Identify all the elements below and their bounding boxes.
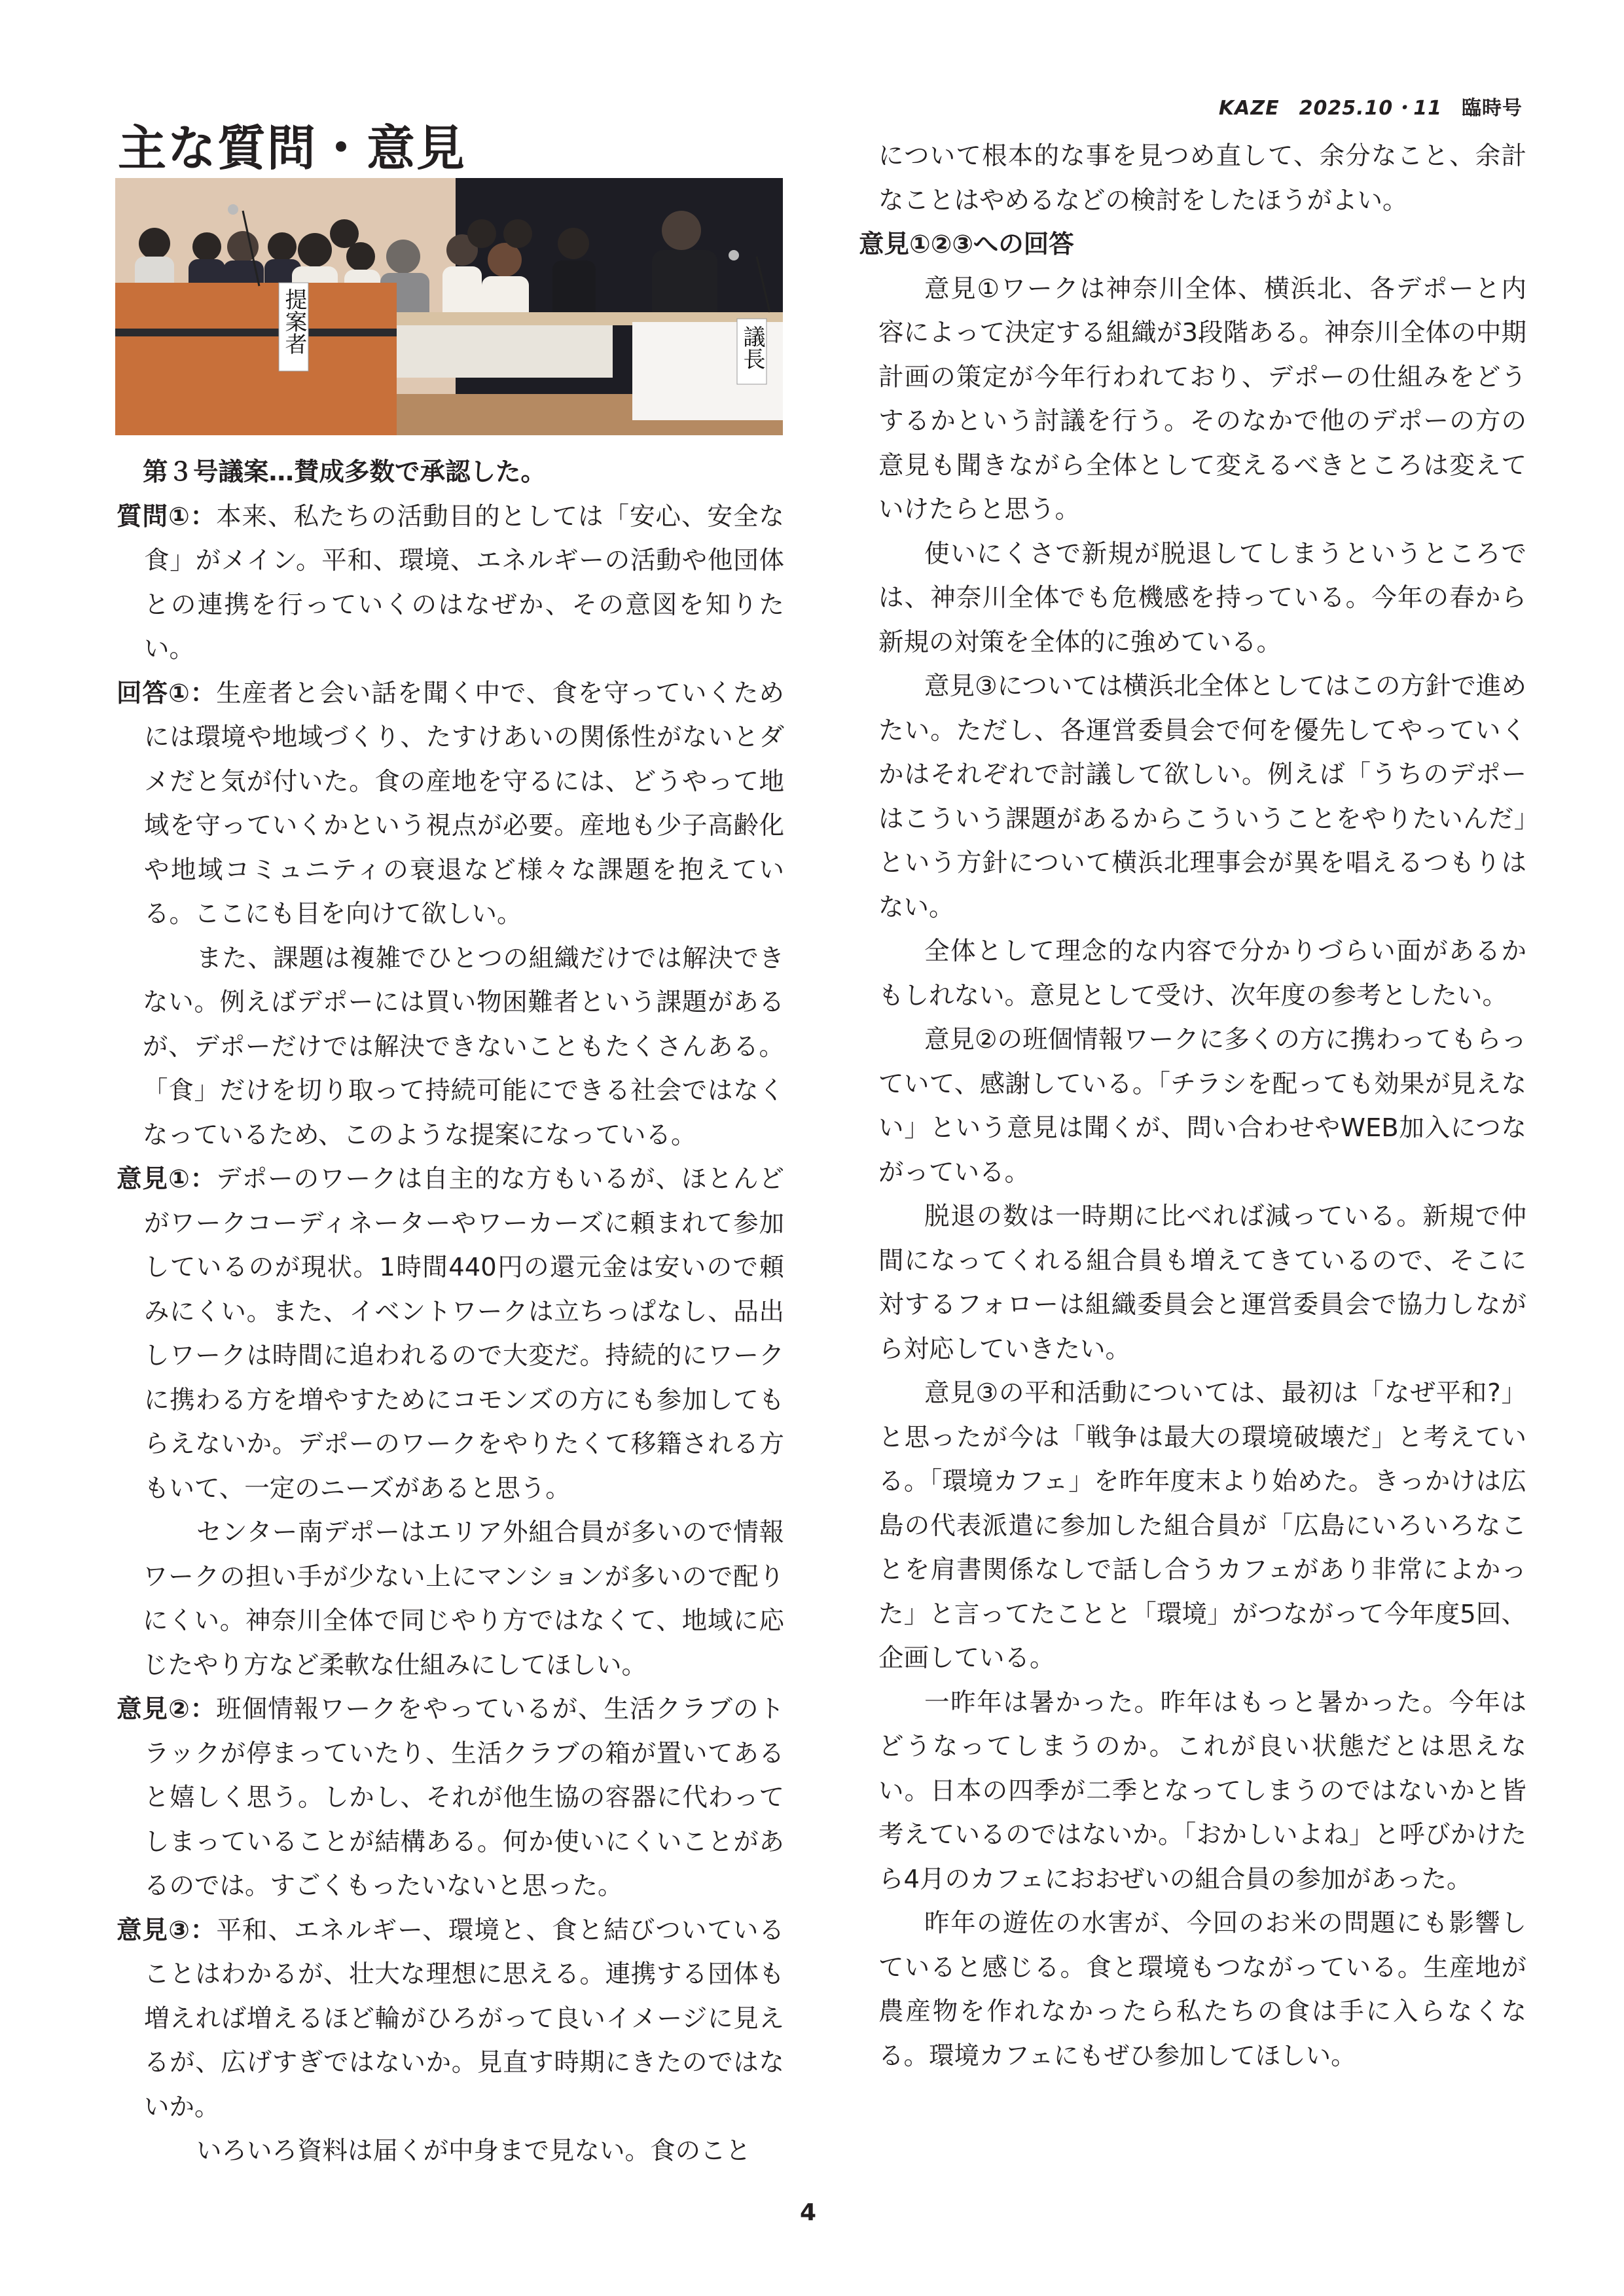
opinion-3-paragraph-2 [117, 2129, 784, 2174]
opinion-3-continuation [859, 134, 1526, 223]
opinion-2 [117, 1687, 784, 1909]
answer-paragraph: 使いにくさで新規が脱退してしまうというところでは、神奈川全体でも危機感を持っている。今年の春から新規の対策を全体的に強めている。 [878, 539, 1526, 657]
answer-1-text: 生産者と会い話を聞く中で、食を守っていくためには環境や地域づくり、たすけあいの関係性がないとダメだと気が付いた。食の産地を守るには、どうやって地域を守っていくかという視点が必要。産地も少子高齢化や地域コミュニティの衰退など様々な課題を抱えている。ここにも目を向けて欲しい。 [144, 678, 784, 929]
answer-paragraph: 意見②の班個情報ワークに多くの方に携わってもらっていて、感謝している。「チラシを配っても効果が見えない」という意見は聞くが、問い合わせやWEB加入につながっている。 [878, 1025, 1526, 1187]
question-1 [117, 495, 784, 672]
answer-paragraph: 全体として理念的な内容で分かりづらい面があるかもしれない。意見として受け、次年度の参考としたい。 [878, 937, 1526, 1011]
answer-paragraph: 意見①ワークは神奈川全体、横浜北、各デポーと内容によって決定する組織が3段階ある。神奈川全体の中期計画の策定が今年行われており、デポーの仕組みをどうするかという討議を行う。そのなかで他のデポーの方の意見も聞きながら全体として変えるべきところは変えていけたらと思う。 [878, 274, 1526, 524]
proposer-sign-text: 提案者 [281, 288, 307, 355]
podium-stripe [115, 329, 397, 336]
answer-paragraph: 昨年の遊佐の水害が、今回のお米の問題にも影響していると感じる。食と環境もつながっている。生産地が農産物を作れなかったら私たちの食は手に入らなくなる。環境カフェにもぜひ参加してほしい。 [878, 1909, 1526, 2071]
publication-name: KAZE [1218, 97, 1280, 120]
opinion-2-label: 意見②： [117, 1695, 217, 1724]
opinion-3-text: 平和、エネルギー、環境と、食と結びついていることはわかるが、壮大な理想に思える。連携する団体も増えれば増えるほど輪がひろがって良いイメージに見えるが、広げすぎではないか。見直す時期にきたのではないか。 [144, 1915, 784, 2122]
right-column [859, 134, 1526, 2078]
opinion-2-text: 班個情報ワークをやっているが、生活クラブのトラックが停まっていたり、生活クラブの箱が置いてあると嬉しく思う。しかし、それが他生協の容器に代わってしまっていることが結構ある。何か使いにくいことがあるのでは。すごくもったいないと思った。 [144, 1695, 784, 1901]
issue-date: 2025.10・11 [1299, 97, 1442, 120]
answer-paragraph: 意見③の平和活動については、最初は「なぜ平和?」と思ったが今は「戦争は最大の環境破壊だ」と考えている。「環境カフェ」を昨年度末より始めた。きっかけは広島の代表派遣に参加した組合員が「広島にいろいろなことを肩書関係なしで話し合うカフェがあり非常によかった」と言ってたことと「環境」がつながって今年度5回、企画している。 [878, 1378, 1526, 1673]
microphone [228, 204, 238, 215]
page-number: 4 [800, 2199, 817, 2226]
opinion-3-text-2: いろいろ資料は届くが中身まで見ない。食のこと [196, 2136, 751, 2166]
chair-sign-text: 議長 [739, 325, 765, 370]
meeting-photo [115, 178, 783, 435]
answer-paragraph: 一昨年は暑かった。昨年はもっと暑かった。今年はどうなってしまうのか。これが良い状態だとは思えない。日本の四季が二季となってしまうのではないかと皆考えているのではないか。「おかしいよね」と呼びかけたら4月のカフェにおおぜいの組合員の参加があった。 [878, 1687, 1526, 1894]
answer-paragraph: 脱退の数は一時期に比べれば減っている。新規で仲間になってくれる組合員も増えてきているので、そこに対するフォローは組織委員会と運営委員会で協力しながら対応していきたい。 [878, 1202, 1526, 1364]
left-column [117, 450, 784, 2174]
answer-paragraph: 意見③については横浜北全体としてはこの方針で進めたい。ただし、各運営委員会で何を優先してやっていくかはそれぞれで討議して欲しい。例えば「うちのデポーはこういう課題があるからこういうことをやりたいんだ」という方針について横浜北理事会が異を唱えるつもりはない。 [878, 672, 1526, 922]
answer-1-text-2: また、課題は複雑でひとつの組織だけでは解決できない。例えばデポーには買い物困難者という課題があるが、デポーだけでは解決できないこともたくさんある。「食」だけを切り取って持続可能にできる社会ではなくなっているため、このような提案になっている。 [143, 943, 784, 1150]
opinion-1-label: 意見①： [117, 1164, 217, 1194]
chair-microphone [729, 250, 739, 260]
answer-heading: 意見①②③への回答 [859, 230, 1074, 259]
page-title: 主な質問・意見 [118, 120, 466, 177]
opinion-1-text: デポーのワークは自主的な方もいるが、ほとんどがワークコーディネーターやワーカーズに頼まれて参加しているのが現状。1時間440円の還元金は安いので頼みにくい。また、イベントワークは立ちっぱなし、品出しワークは時間に追われるので大変だ。持続的にワークに携わる方を増やすためにコモンズの方にも参加してもらえないか。デポーのワークをやりたくて移籍される方もいて、一定のニーズがあると思う。 [144, 1164, 784, 1503]
answer-1-paragraph-2 [117, 937, 784, 1158]
table-panel [397, 325, 613, 378]
question-1-text: 本来、私たちの活動目的としては「安心、安全な食」がメイン。平和、環境、エネルギーの活動や他団体との連携を行っていくのはなぜか、その意図を知りたい。 [144, 501, 784, 664]
answer-1 [117, 672, 784, 937]
issue-type: 臨時号 [1462, 97, 1523, 120]
podium [115, 283, 397, 435]
opinion-3-continuation-text: について根本的な事を見つめ直して、余分なこと、余計なことはやめるなどの検討をしたほうがよい。 [878, 141, 1526, 215]
opinion-1-paragraph-2 [117, 1511, 784, 1687]
answer-1-label: 回答①： [117, 678, 217, 708]
opinion-1-text-2: センター南デポーはエリア外組合員が多いので情報ワークの担い手が少ない上にマンションが多いので配りにくい。神奈川全体で同じやり方ではなくて、地域に応じたやり方など柔軟な仕組みにしてほしい。 [143, 1518, 784, 1680]
opinion-3-label: 意見③： [117, 1915, 217, 1945]
meeting-photo-illustration [115, 178, 783, 435]
question-1-label: 質問①： [117, 501, 217, 531]
resolution-result: 第３号議案…賛成多数で承認した。 [143, 457, 547, 487]
opinion-3 [117, 1909, 784, 2130]
opinion-1 [117, 1157, 784, 1511]
issue-header [1219, 92, 1523, 120]
